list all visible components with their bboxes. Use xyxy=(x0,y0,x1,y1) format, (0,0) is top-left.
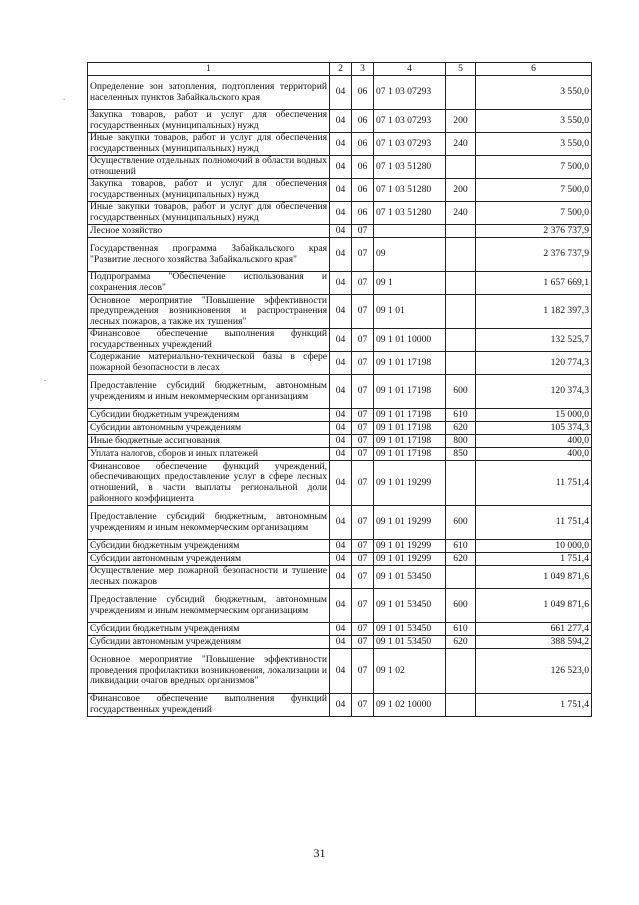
row-target-article: 07 1 03 51280 xyxy=(374,202,446,225)
row-subsection: 06 xyxy=(352,202,374,225)
row-section: 04 xyxy=(330,110,352,133)
table-row xyxy=(88,409,592,422)
row-section: 04 xyxy=(330,553,352,566)
column-header-expense-type: 5 xyxy=(446,63,476,76)
row-name: Субсидии бюджетным учреждениям xyxy=(88,540,330,553)
row-expense-type: 240 xyxy=(446,202,476,225)
row-target-article: 09 1 01 19299 xyxy=(374,461,446,506)
table-row xyxy=(88,329,592,352)
row-subsection: 07 xyxy=(352,409,374,422)
row-expense-type: 600 xyxy=(446,375,476,409)
row-name: Закупка товаров, работ и услуг для обеспечения государственных (муниципальных) нужд xyxy=(88,179,330,202)
row-subsection: 07 xyxy=(352,566,374,589)
row-subsection: 07 xyxy=(352,589,374,623)
row-section: 04 xyxy=(330,566,352,589)
row-subsection: 06 xyxy=(352,133,374,156)
row-name: Иные закупки товаров, работ и услуг для обеспечения государственных (муниципальных) нужд xyxy=(88,133,330,156)
row-expense-type: 600 xyxy=(446,506,476,540)
row-section: 04 xyxy=(330,329,352,352)
row-target-article: 09 1 01 17198 xyxy=(374,422,446,435)
row-section: 04 xyxy=(330,352,352,375)
row-amount: 1 182 397,3 xyxy=(476,295,592,329)
row-section: 04 xyxy=(330,540,352,553)
row-target-article: 07 1 03 51280 xyxy=(374,179,446,202)
row-name: Предоставление субсидий бюджетным, автономным учреждениям и иным некоммерческим организациям xyxy=(88,589,330,623)
table-row xyxy=(88,623,592,636)
row-subsection: 07 xyxy=(352,225,374,238)
row-target-article: 09 1 01 19299 xyxy=(374,553,446,566)
row-expense-type xyxy=(446,566,476,589)
row-amount: 7 500,0 xyxy=(476,179,592,202)
row-amount: 388 594,2 xyxy=(476,636,592,649)
row-amount: 10 000,0 xyxy=(476,540,592,553)
row-section: 04 xyxy=(330,448,352,461)
column-header-subsection: 3 xyxy=(352,63,374,76)
row-expense-type: 200 xyxy=(446,110,476,133)
header-row xyxy=(88,63,592,76)
table-body xyxy=(88,76,592,717)
row-expense-type xyxy=(446,272,476,295)
row-target-article: 09 1 01 53450 xyxy=(374,589,446,623)
table-row xyxy=(88,461,592,506)
row-amount: 2 376 737,9 xyxy=(476,238,592,272)
table-row xyxy=(88,202,592,225)
column-header-name: 1 xyxy=(88,63,330,76)
row-section: 04 xyxy=(330,461,352,506)
row-section: 04 xyxy=(330,375,352,409)
column-header-section: 2 xyxy=(330,63,352,76)
row-amount: 11 751,4 xyxy=(476,506,592,540)
table-row xyxy=(88,76,592,110)
row-name: Предоставление субсидий бюджетным, автономным учреждениям и иным некоммерческим организациям xyxy=(88,506,330,540)
budget-table-sheet xyxy=(87,62,591,717)
row-expense-type: 600 xyxy=(446,589,476,623)
row-name: Основное мероприятие "Повышение эффективности проведения профилактики возникновения, локализации и ликвидации очагов вредных организмов" xyxy=(88,649,330,694)
row-target-article: 09 1 01 53450 xyxy=(374,636,446,649)
row-target-article: 09 1 01 17198 xyxy=(374,375,446,409)
scan-speck: . xyxy=(44,373,47,383)
row-expense-type xyxy=(446,156,476,179)
row-name: Подпрограмма "Обеспечение использования и сохранения лесов" xyxy=(88,272,330,295)
row-section: 04 xyxy=(330,202,352,225)
row-expense-type xyxy=(446,238,476,272)
row-target-article: 09 1 01 17198 xyxy=(374,409,446,422)
table-row xyxy=(88,540,592,553)
row-expense-type xyxy=(446,225,476,238)
row-name: Государственная программа Забайкальского края "Развитие лесного хозяйства Забайкальского края" xyxy=(88,238,330,272)
row-amount: 1 657 669,1 xyxy=(476,272,592,295)
row-amount: 400,0 xyxy=(476,448,592,461)
row-subsection: 07 xyxy=(352,506,374,540)
row-expense-type: 610 xyxy=(446,540,476,553)
row-amount: 1 049 871,6 xyxy=(476,589,592,623)
row-amount: 11 751,4 xyxy=(476,461,592,506)
row-amount: 661 277,4 xyxy=(476,623,592,636)
row-target-article: 09 xyxy=(374,238,446,272)
row-amount: 400,0 xyxy=(476,435,592,448)
row-target-article: 09 1 xyxy=(374,272,446,295)
table-row xyxy=(88,156,592,179)
row-name: Уплата налогов, сборов и иных платежей xyxy=(88,448,330,461)
row-amount: 2 376 737,9 xyxy=(476,225,592,238)
row-name: Содержание материально-технической базы в сфере пожарной безопасности в лесах xyxy=(88,352,330,375)
row-subsection: 07 xyxy=(352,352,374,375)
page-number: 31 xyxy=(313,846,326,860)
row-name: Иные закупки товаров, работ и услуг для обеспечения государственных (муниципальных) нужд xyxy=(88,202,330,225)
table-row xyxy=(88,435,592,448)
row-subsection: 07 xyxy=(352,329,374,352)
row-subsection: 07 xyxy=(352,461,374,506)
row-section: 04 xyxy=(330,623,352,636)
row-target-article: 09 1 01 19299 xyxy=(374,506,446,540)
table-row xyxy=(88,272,592,295)
row-name: Финансовое обеспечение выполнения функций государственных учреждений xyxy=(88,329,330,352)
row-section: 04 xyxy=(330,409,352,422)
row-subsection: 07 xyxy=(352,448,374,461)
table-row xyxy=(88,179,592,202)
row-target-article: 07 1 03 51280 xyxy=(374,156,446,179)
row-target-article: 09 1 01 19299 xyxy=(374,540,446,553)
row-subsection: 07 xyxy=(352,272,374,295)
table-row xyxy=(88,506,592,540)
row-subsection: 07 xyxy=(352,694,374,717)
row-expense-type xyxy=(446,329,476,352)
budget-table xyxy=(87,62,592,717)
row-expense-type: 620 xyxy=(446,553,476,566)
row-subsection: 07 xyxy=(352,553,374,566)
table-row xyxy=(88,566,592,589)
row-target-article: 09 1 01 xyxy=(374,295,446,329)
row-target-article: 09 1 01 10000 xyxy=(374,329,446,352)
scan-speck: . xyxy=(63,92,66,102)
row-amount: 15 000,0 xyxy=(476,409,592,422)
row-target-article: 07 1 03 07293 xyxy=(374,133,446,156)
table-row xyxy=(88,238,592,272)
row-subsection: 06 xyxy=(352,179,374,202)
row-target-article: 07 1 03 07293 xyxy=(374,76,446,110)
table-row xyxy=(88,110,592,133)
row-subsection: 07 xyxy=(352,649,374,694)
row-subsection: 06 xyxy=(352,156,374,179)
row-target-article: 07 1 03 07293 xyxy=(374,110,446,133)
row-target-article: 09 1 01 17198 xyxy=(374,352,446,375)
row-target-article xyxy=(374,225,446,238)
row-name: Субсидии автономным учреждениям xyxy=(88,636,330,649)
table-row xyxy=(88,133,592,156)
row-amount: 120 374,3 xyxy=(476,375,592,409)
row-amount: 120 774,3 xyxy=(476,352,592,375)
table-row xyxy=(88,694,592,717)
row-expense-type xyxy=(446,295,476,329)
row-expense-type: 610 xyxy=(446,623,476,636)
row-subsection: 07 xyxy=(352,295,374,329)
row-expense-type: 800 xyxy=(446,435,476,448)
row-name: Финансовое обеспечение выполнения функций государственных учреждений xyxy=(88,694,330,717)
row-target-article: 09 1 01 53450 xyxy=(374,623,446,636)
row-amount: 7 500,0 xyxy=(476,156,592,179)
row-target-article: 09 1 01 17198 xyxy=(374,435,446,448)
row-expense-type xyxy=(446,352,476,375)
row-name: Лесное хозяйство xyxy=(88,225,330,238)
row-target-article: 09 1 01 17198 xyxy=(374,448,446,461)
row-name: Субсидии бюджетным учреждениям xyxy=(88,623,330,636)
row-target-article: 09 1 02 10000 xyxy=(374,694,446,717)
table-row xyxy=(88,295,592,329)
row-expense-type xyxy=(446,76,476,110)
column-header-target-article: 4 xyxy=(374,63,446,76)
row-expense-type: 620 xyxy=(446,422,476,435)
row-section: 04 xyxy=(330,225,352,238)
row-subsection: 07 xyxy=(352,422,374,435)
row-name: Закупка товаров, работ и услуг для обеспечения государственных (муниципальных) нужд xyxy=(88,110,330,133)
row-amount: 3 550,0 xyxy=(476,76,592,110)
row-name: Определение зон затопления, подтопления территорий населенных пунктов Забайкальского края xyxy=(88,76,330,110)
row-name: Иные бюджетные ассигнования xyxy=(88,435,330,448)
row-subsection: 07 xyxy=(352,623,374,636)
table-row xyxy=(88,649,592,694)
table-row xyxy=(88,589,592,623)
row-section: 04 xyxy=(330,133,352,156)
row-expense-type: 240 xyxy=(446,133,476,156)
table-row xyxy=(88,375,592,409)
table-row xyxy=(88,448,592,461)
row-name: Осуществление отдельных полномочий в области водных отношений xyxy=(88,156,330,179)
row-section: 04 xyxy=(330,589,352,623)
row-name: Субсидии автономным учреждениям xyxy=(88,422,330,435)
row-section: 04 xyxy=(330,636,352,649)
row-subsection: 07 xyxy=(352,540,374,553)
row-expense-type xyxy=(446,461,476,506)
row-expense-type: 620 xyxy=(446,636,476,649)
row-name: Финансовое обеспечение функций учреждений, обеспечивающих предоставление услуг в сфере лесных отношений, в части выплаты региональной доли районного коэффициента xyxy=(88,461,330,506)
row-section: 04 xyxy=(330,295,352,329)
table-row xyxy=(88,636,592,649)
row-name: Субсидии автономным учреждениям xyxy=(88,553,330,566)
row-name: Основное мероприятие "Повышение эффективности предупреждения возникновения и распространения лесных пожаров, а также их тушения" xyxy=(88,295,330,329)
row-amount: 1 751,4 xyxy=(476,694,592,717)
row-subsection: 07 xyxy=(352,435,374,448)
row-subsection: 07 xyxy=(352,636,374,649)
row-section: 04 xyxy=(330,435,352,448)
row-amount: 3 550,0 xyxy=(476,110,592,133)
row-amount: 126 523,0 xyxy=(476,649,592,694)
row-expense-type: 850 xyxy=(446,448,476,461)
row-section: 04 xyxy=(330,76,352,110)
row-section: 04 xyxy=(330,156,352,179)
row-expense-type: 610 xyxy=(446,409,476,422)
row-section: 04 xyxy=(330,649,352,694)
row-subsection: 06 xyxy=(352,76,374,110)
table-row xyxy=(88,352,592,375)
row-expense-type: 200 xyxy=(446,179,476,202)
table-row xyxy=(88,225,592,238)
row-target-article: 09 1 02 xyxy=(374,649,446,694)
row-section: 04 xyxy=(330,238,352,272)
row-subsection: 07 xyxy=(352,375,374,409)
row-expense-type xyxy=(446,694,476,717)
row-target-article: 09 1 01 53450 xyxy=(374,566,446,589)
row-amount: 1 751,4 xyxy=(476,553,592,566)
row-section: 04 xyxy=(330,694,352,717)
row-subsection: 07 xyxy=(352,238,374,272)
row-amount: 7 500,0 xyxy=(476,202,592,225)
table-row xyxy=(88,553,592,566)
row-amount: 3 550,0 xyxy=(476,133,592,156)
row-name: Субсидии бюджетным учреждениям xyxy=(88,409,330,422)
row-amount: 105 374,3 xyxy=(476,422,592,435)
row-amount: 1 049 871,6 xyxy=(476,566,592,589)
row-amount: 132 525,7 xyxy=(476,329,592,352)
row-section: 04 xyxy=(330,272,352,295)
table-row xyxy=(88,422,592,435)
row-section: 04 xyxy=(330,506,352,540)
row-name: Предоставление субсидий бюджетным, автономным учреждениям и иным некоммерческим организациям xyxy=(88,375,330,409)
row-subsection: 06 xyxy=(352,110,374,133)
column-header-amount: 6 xyxy=(476,63,592,76)
row-expense-type xyxy=(446,649,476,694)
row-name: Осуществление мер пожарной безопасности и тушение лесных пожаров xyxy=(88,566,330,589)
row-section: 04 xyxy=(330,422,352,435)
row-section: 04 xyxy=(330,179,352,202)
